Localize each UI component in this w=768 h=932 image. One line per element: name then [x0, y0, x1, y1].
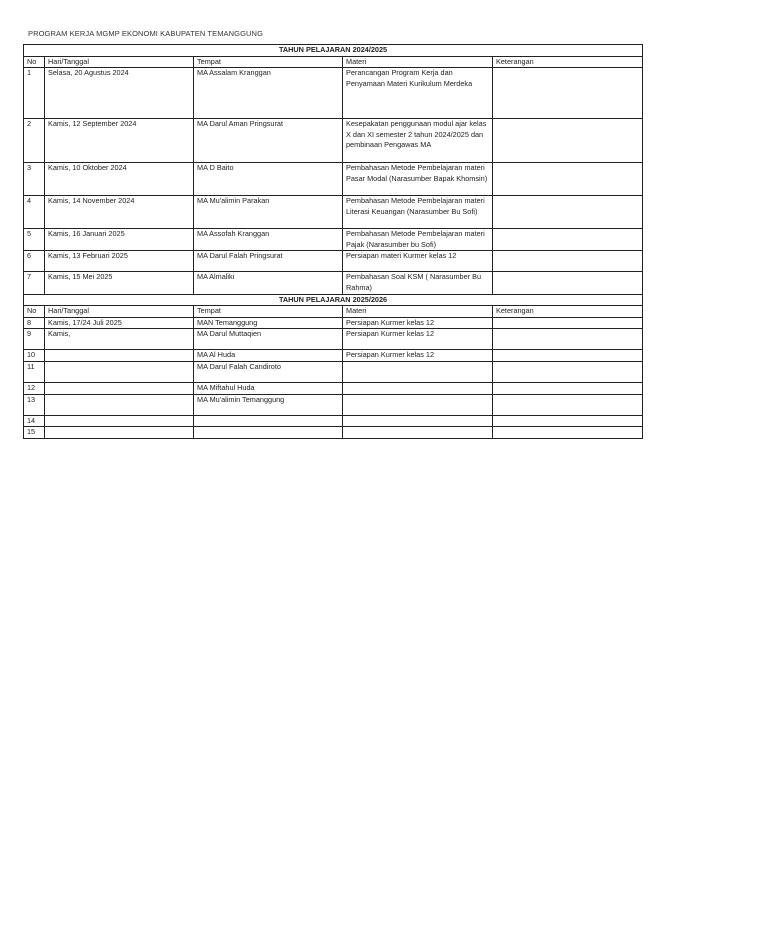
cell-date — [45, 394, 194, 415]
cell-keterangan — [493, 361, 643, 382]
cell-place: MA Darul Aman Pringsurat — [194, 119, 343, 163]
cell-date: Kamis, 13 Februari 2025 — [45, 251, 194, 272]
column-header-keterangan: Keterangan — [493, 56, 643, 68]
cell-keterangan — [493, 329, 643, 350]
column-header-place: Tempat — [194, 56, 343, 68]
column-header-row — [24, 56, 643, 68]
column-header-no: No — [24, 56, 45, 68]
cell-no: 8 — [24, 317, 45, 329]
column-header-date: Hari/Tanggal — [45, 306, 194, 318]
table-row — [24, 329, 643, 350]
cell-materi — [343, 415, 493, 427]
cell-keterangan — [493, 196, 643, 229]
cell-date: Kamis, 10 Oktober 2024 — [45, 163, 194, 196]
column-header-materi: Materi — [343, 56, 493, 68]
cell-keterangan — [493, 427, 643, 439]
cell-no: 10 — [24, 350, 45, 362]
cell-materi: Persiapan Kurmer kelas 12 — [343, 329, 493, 350]
column-header-row — [24, 306, 643, 318]
cell-place: MAN Temanggung — [194, 317, 343, 329]
table-row — [24, 119, 643, 163]
table-row — [24, 394, 643, 415]
cell-materi — [343, 394, 493, 415]
cell-date — [45, 415, 194, 427]
cell-keterangan — [493, 394, 643, 415]
column-header-place: Tempat — [194, 306, 343, 318]
table-row — [24, 272, 643, 294]
cell-no: 3 — [24, 163, 45, 196]
cell-materi — [343, 382, 493, 394]
table-row — [24, 229, 643, 251]
document-title: PROGRAM KERJA MGMP EKONOMI KABUPATEN TEMANGGUNG — [28, 29, 264, 38]
section-heading: TAHUN PELAJARAN 2024/2025 — [24, 45, 643, 57]
cell-place: MA Mu'alimin Parakan — [194, 196, 343, 229]
cell-materi: Kesepakatan penggunaan modul ajar kelas X dan XI semester 2 tahun 2024/2025 dan pembinaan Pengawas MA — [343, 119, 493, 163]
cell-materi: Pembahasan Soal KSM ( Narasumber Bu Rahma) — [343, 272, 493, 294]
cell-date — [45, 361, 194, 382]
cell-place: MA Miftahul Huda — [194, 382, 343, 394]
cell-place: MA Darul Falah Pringsurat — [194, 251, 343, 272]
cell-place: MA D Baito — [194, 163, 343, 196]
cell-place: MA Assalam Kranggan — [194, 68, 343, 119]
cell-no: 13 — [24, 394, 45, 415]
cell-no: 7 — [24, 272, 45, 294]
cell-date — [45, 350, 194, 362]
section-heading-row — [24, 294, 643, 306]
cell-keterangan — [493, 119, 643, 163]
cell-no: 4 — [24, 196, 45, 229]
cell-no: 1 — [24, 68, 45, 119]
cell-date: Kamis, 16 Januari 2025 — [45, 229, 194, 251]
cell-no: 6 — [24, 251, 45, 272]
cell-place — [194, 427, 343, 439]
section-heading: TAHUN PELAJARAN 2025/2026 — [24, 294, 643, 306]
cell-no: 12 — [24, 382, 45, 394]
cell-place: MA Almaliki — [194, 272, 343, 294]
cell-place: MA Darul Muttaqien — [194, 329, 343, 350]
table-row — [24, 68, 643, 119]
cell-materi: Persiapan Kurmer kelas 12 — [343, 317, 493, 329]
cell-no: 15 — [24, 427, 45, 439]
cell-date: Kamis, 14 November 2024 — [45, 196, 194, 229]
table-row — [24, 415, 643, 427]
cell-materi: Pembahasan Metode Pembelajaran materi Pajak (Narasumber bu Sofi) — [343, 229, 493, 251]
cell-materi: Pembahasan Metode Pembelajaran materi Literasi Keuangan (Narasumber Bu Sofi) — [343, 196, 493, 229]
table-row — [24, 427, 643, 439]
cell-no: 14 — [24, 415, 45, 427]
cell-date: Kamis, — [45, 329, 194, 350]
cell-date: Kamis, 12 September 2024 — [45, 119, 194, 163]
cell-date: Kamis, 15 Mei 2025 — [45, 272, 194, 294]
cell-materi: Pembahasan Metode Pembelajaran materi Pasar Modal (Narasumber Bapak Khomsin) — [343, 163, 493, 196]
table-row — [24, 317, 643, 329]
program-table — [23, 44, 643, 439]
column-header-date: Hari/Tanggal — [45, 56, 194, 68]
cell-keterangan — [493, 163, 643, 196]
cell-materi — [343, 427, 493, 439]
table-row — [24, 163, 643, 196]
cell-place: MA Darul Falah Candiroto — [194, 361, 343, 382]
cell-keterangan — [493, 350, 643, 362]
cell-place: MA Assofah Kranggan — [194, 229, 343, 251]
cell-materi — [343, 361, 493, 382]
table-row — [24, 196, 643, 229]
cell-date: Selasa, 20 Agustus 2024 — [45, 68, 194, 119]
cell-keterangan — [493, 68, 643, 119]
table-row — [24, 251, 643, 272]
cell-no: 5 — [24, 229, 45, 251]
column-header-materi: Materi — [343, 306, 493, 318]
column-header-keterangan: Keterangan — [493, 306, 643, 318]
table-row — [24, 382, 643, 394]
cell-materi: Persiapan Kurmer kelas 12 — [343, 350, 493, 362]
section-heading-row — [24, 45, 643, 57]
cell-materi: Persiapan materi Kurmer kelas 12 — [343, 251, 493, 272]
cell-no: 11 — [24, 361, 45, 382]
cell-place: MA Al Huda — [194, 350, 343, 362]
cell-no: 2 — [24, 119, 45, 163]
cell-keterangan — [493, 317, 643, 329]
cell-materi: Perancangan Program Kerja dan Penyamaan Materi Kurikulum Merdeka — [343, 68, 493, 119]
table-row — [24, 361, 643, 382]
cell-keterangan — [493, 272, 643, 294]
cell-no: 9 — [24, 329, 45, 350]
column-header-no: No — [24, 306, 45, 318]
table-row — [24, 350, 643, 362]
cell-place — [194, 415, 343, 427]
cell-date: Kamis, 17/24 Juli 2025 — [45, 317, 194, 329]
cell-keterangan — [493, 415, 643, 427]
cell-date — [45, 382, 194, 394]
cell-keterangan — [493, 382, 643, 394]
cell-keterangan — [493, 251, 643, 272]
cell-keterangan — [493, 229, 643, 251]
cell-date — [45, 427, 194, 439]
cell-place: MA Mu'alimin Temanggung — [194, 394, 343, 415]
